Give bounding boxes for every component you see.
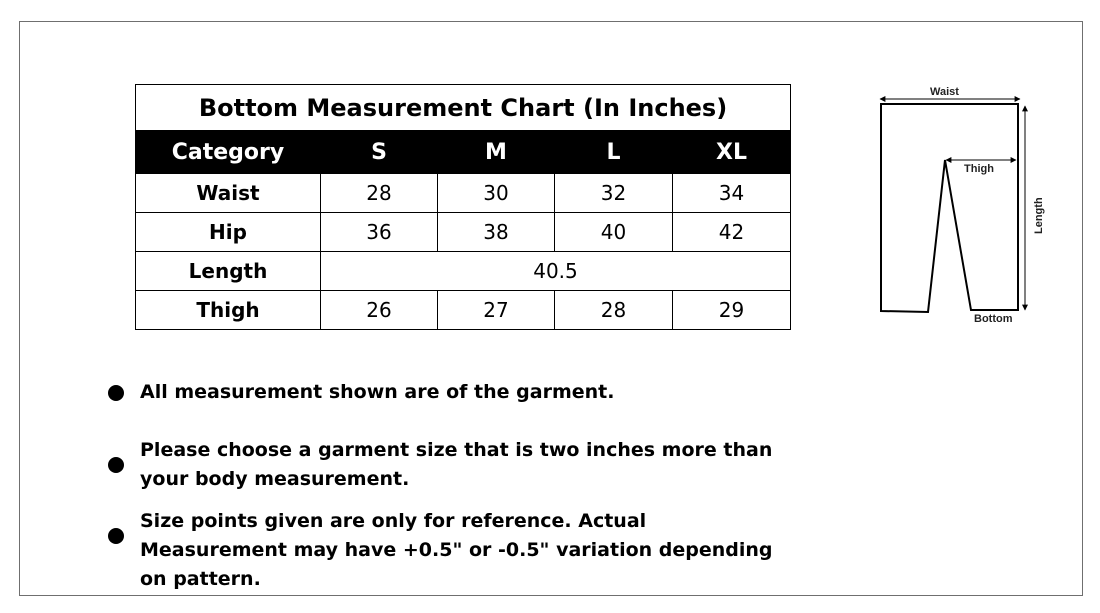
bullet-icon bbox=[108, 385, 124, 401]
table-cell: 29 bbox=[673, 291, 791, 330]
column-header-l: L bbox=[555, 131, 673, 174]
note-text: Please choose a garment size that is two inches more than your body measurement. bbox=[140, 439, 773, 490]
waist-label: Waist bbox=[930, 86, 959, 98]
pants-outline-icon bbox=[868, 82, 1048, 332]
garment-diagram bbox=[868, 82, 1048, 332]
table-cell: 28 bbox=[321, 174, 438, 213]
table-row-thigh bbox=[136, 291, 791, 330]
table-cell: 36 bbox=[321, 213, 438, 252]
column-header-category: Category bbox=[136, 131, 321, 174]
table-row-waist bbox=[136, 174, 791, 213]
bullet-icon bbox=[108, 528, 124, 544]
table-row-hip bbox=[136, 213, 791, 252]
table-header-row bbox=[136, 131, 791, 174]
note-text: Size points given are only for reference. Actual Measurement may have +0.5" or -0.5" variation depending on pattern. bbox=[140, 510, 773, 590]
note-text: All measurement shown are of the garment. bbox=[140, 381, 615, 403]
column-header-m: M bbox=[438, 131, 555, 174]
table-cell: 40 bbox=[555, 213, 673, 252]
table-cell: 26 bbox=[321, 291, 438, 330]
bottom-label: Bottom bbox=[974, 313, 1013, 325]
column-header-xl: XL bbox=[673, 131, 791, 174]
table-cell: 34 bbox=[673, 174, 791, 213]
row-label: Length bbox=[136, 252, 321, 291]
column-header-s: S bbox=[321, 131, 438, 174]
bullet-icon bbox=[108, 457, 124, 473]
thigh-label: Thigh bbox=[964, 163, 994, 175]
length-label: Length bbox=[1033, 197, 1045, 234]
table-cell: 27 bbox=[438, 291, 555, 330]
table-cell: 28 bbox=[555, 291, 673, 330]
table-cell: 38 bbox=[438, 213, 555, 252]
row-label: Thigh bbox=[136, 291, 321, 330]
row-label: Waist bbox=[136, 174, 321, 213]
table-cell: 32 bbox=[555, 174, 673, 213]
table-cell: 42 bbox=[673, 213, 791, 252]
table-title: Bottom Measurement Chart (In Inches) bbox=[136, 85, 791, 131]
measurement-table bbox=[135, 84, 791, 330]
row-label: Hip bbox=[136, 213, 321, 252]
table-cell: 40.5 bbox=[321, 252, 791, 291]
table-row-length bbox=[136, 252, 791, 291]
table-cell: 30 bbox=[438, 174, 555, 213]
